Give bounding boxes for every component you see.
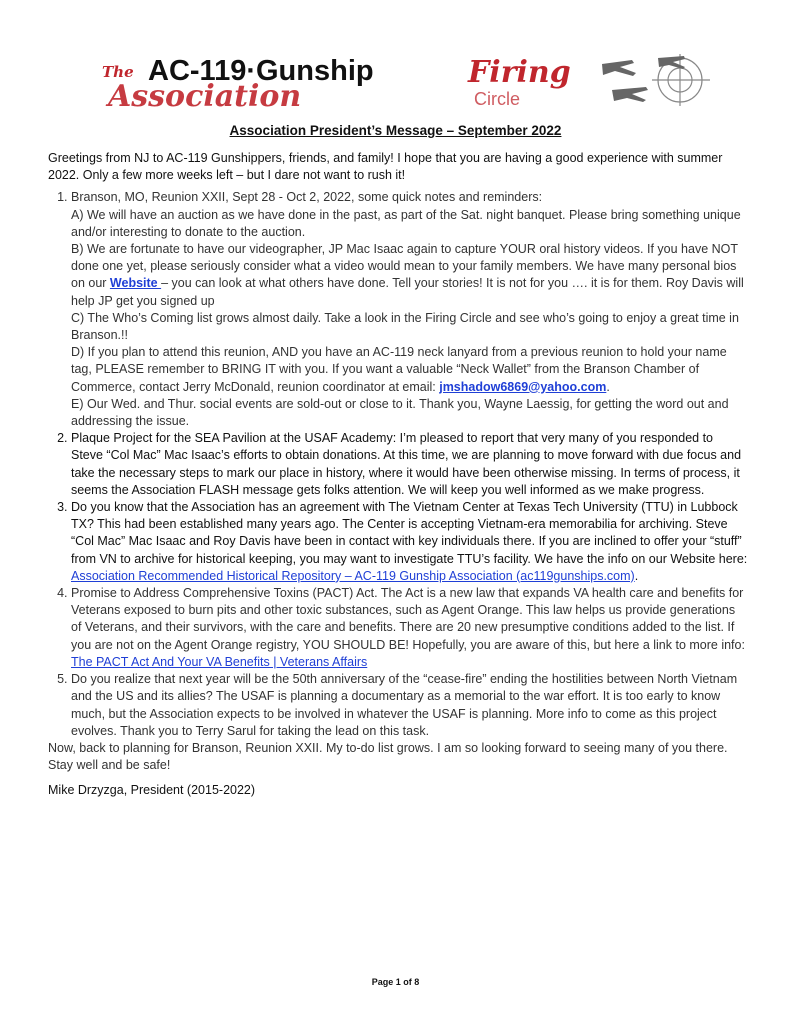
website-link[interactable]: Website [109,276,162,291]
list-item [71,189,748,430]
logo-the: The [102,63,134,81]
item-1-b-post: – you can look at what others have done. Tell your stories! It is not for you …. it is for them. Roy Davis will help JP get you signed up [71,276,744,308]
closing-paragraph: Now, back to planning for Branson, Reunion XXII. My to-do list grows. I am so looking forward to seeing many of you there. Stay well and be safe! [48,740,728,773]
ac119-association-logo [96,50,406,110]
item-1-e: E) Our Wed. and Thur. social events are sold-out or close to it. Thank you, Wayne Laessig, for getting the word out and addressing the issue. [71,396,729,429]
item-4-pre: Promise to Address Comprehensive Toxins (PACT) Act. The Act is a new law that expands VA health care and benefits for Veterans exposed to burn pits and other toxic substances, such as Agent Orange. This law helps us provide generations of Veterans, and their survivors, with the care and benefits. There are 20 new presumptive conditions added to the list. If you are not on the Agent Orange registry, YOU SHOULD BE! Hopefully, you are aware of this, but here a link to more info: [71,586,745,652]
page-title: Association President’s Message – September 2022 [229,123,562,138]
page-number: Page 1 of 8 [371,977,420,987]
item-1-d-post: . [606,379,610,394]
item-3-post: . [634,568,639,583]
item-5-text: Do you realize that next year will be the 50th anniversary of the “cease-fire” ending the hostilities between North Vietnam and the US and its allies? The USAF is planning a documentary as a memorial to the war effort. It is too early to know much, but the Association expects to be involved in whatever the USAF is planning. More info to come as this project evolves. Thank you to Terry Sarul for taking the lead on this task. [71,672,738,738]
list-item [71,585,748,671]
list-item [71,430,748,499]
logo-circle: Circle [474,89,521,109]
item-1-d-pre: D) If you plan to attend this reunion, AND you have an AC-119 neck lanyard from a previous reunion to hold your name tag, PLEASE remember to BRING IT with you. If you want a valuable “Neck Wallet” from the Branson Chamber of Commerce, contact Jerry McDonald, reunion coordinator at email: [71,345,727,394]
item-1-a: A) We will have an auction as we have done in the past, as part of the Sat. night banquet. Please bring something unique and/or interesting to donate to the auction. [71,207,741,239]
logo-main: AC-119·Gunship [148,55,374,87]
letterhead [96,50,726,110]
signature: Mike Drzyzga, President (2015-2022) [48,783,256,798]
historical-repository-link[interactable]: Association Recommended Historical Repository – AC-119 Gunship Association (ac119gunships.com) [71,568,635,583]
logo-firing: Firing [468,55,571,90]
item-2-text: Plaque Project for the SEA Pavilion at the USAF Academy: I’m pleased to report that very many of you responded to Steve “Col Mac” Mac Isaac’s efforts to obtain donations. At this time, we are planning to move forward with due focus and take the necessary steps to mark our place in history, where it would have been otherwise missing. In terms of process, it seems the Association FLASH message gets folks attention. We will keep you well informed as we make progress. [71,431,742,497]
list-item [71,671,748,740]
logo-script: Association [108,79,302,110]
firing-circle-logo [462,50,722,110]
item-1-b-pre: B) We are fortunate to have our videographer, JP Mac Isaac again to capture YOUR oral history videos. If you have NOT done one yet, please seriously consider what a video would mean to your family members. We have many personal bios on our [71,242,738,291]
intro-paragraph: Greetings from NJ to AC-119 Gunshippers, friends, and family! I hope that you are having a good experience with summer 2022. Only a few more weeks left – but I dare not want to rush it! [48,151,723,183]
item-1-d [71,344,748,396]
numbered-list [48,189,748,740]
item-1-c: C) The Who’s Coming list grows almost daily. Take a look in the Firing Circle and see who’s going to enjoy a great time in Branson.!! [71,310,739,343]
item-1-lead: Branson, MO, Reunion XXII, Sept 28 - Oct 2, 2022, some quick notes and reminders: [71,190,543,205]
item-3-pre: Do you know that the Association has an agreement with The Vietnam Center at Texas Tech University (TTU) in Lubbock TX? This had been established many years ago. The Center is accepting Vietnam-era memorabilia for archiving. Steve “Col Mac” Mac Isaac and Roy Davis have been in contact with key individuals there. If you are inclined to offer your “stuff” from VN to archive for historical keeping, you may want to investigate TTU’s facility. We have the info on our Website here: [71,500,748,566]
item-1-b [71,241,748,310]
aircraft-icon [602,56,685,102]
message-body [48,150,748,800]
pact-act-link[interactable]: The PACT Act And Your VA Benefits | Veterans Affairs [71,654,368,669]
list-item [71,499,748,585]
email-link[interactable]: jmshadow6869@yahoo.com [439,379,607,394]
